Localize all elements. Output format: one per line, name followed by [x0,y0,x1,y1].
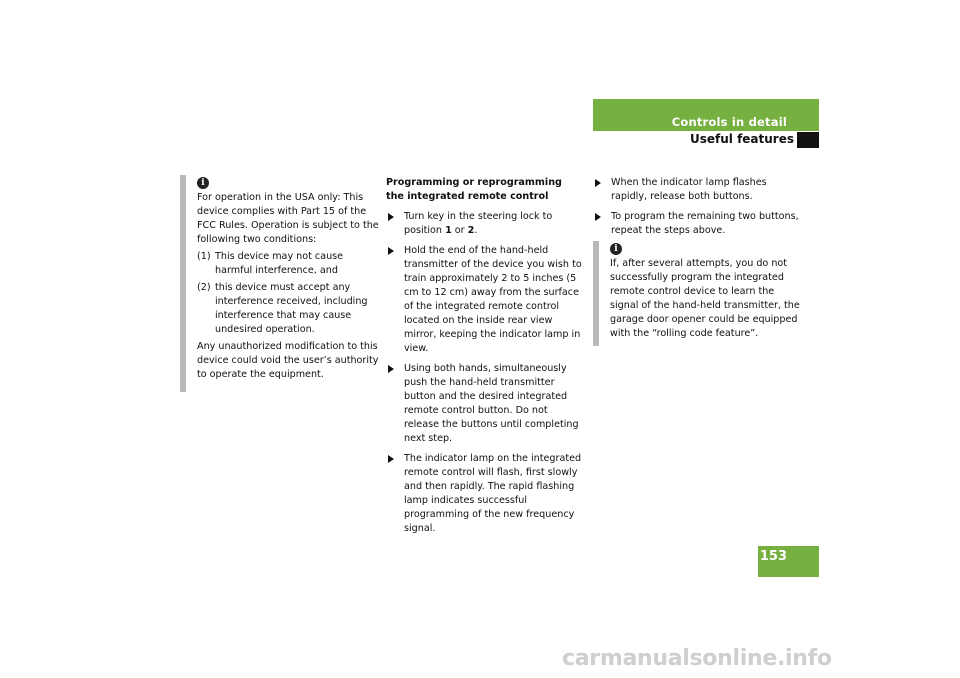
section-title: Controls in detail [671,115,787,129]
step-text: Using both hands, simultaneously push the hand-held transmitter button and the desired integrated remote control button. Do not release the buttons until completing next step. [404,363,579,444]
step-text: When the indicator lamp flashes rapidly, release both buttons. [611,177,767,202]
procedure-step [386,210,582,238]
fcc-intro: For operation in the USA only: This device complies with Part 15 of the FCC Rules. Operation is subject to the following two conditions: [197,192,379,245]
bullet-arrow-icon [388,365,394,373]
bullet-arrow-icon [388,213,394,221]
fcc-note [180,175,380,392]
step-text: To program the remaining two buttons, repeat the steps above. [611,211,799,236]
condition-text: This device may not cause harmful interference, and [215,251,344,276]
rolling-code-text: If, after several attempts, you do not successfully program the integrated remote control device to learn the signal of the hand-held transmitter, the garage door opener could be equipped with the “rolling code feature”. [610,258,800,339]
position-value: 1 [445,225,452,236]
rolling-code-note [593,241,803,346]
bullet-arrow-icon [595,179,601,187]
fcc-condition-1 [197,250,380,278]
fcc-condition-2 [197,281,380,337]
page-number-badge [758,546,819,577]
page-number: 153 [759,549,787,564]
condition-text: this device must accept any interference received, including interference that may cause undesired operation. [215,282,368,335]
procedure-heading: Programming or reprogramming the integrated remote control [386,177,562,202]
condition-number: (1) [197,251,211,262]
step-text: or [451,225,468,236]
subsection-title: Useful features [689,132,794,146]
bullet-arrow-icon [595,213,601,221]
step-text: . [474,225,478,236]
step-text: Hold the end of the hand-held transmitter of the device you wish to train approximately 2 to 5 inches (5 cm to 12 cm) away from the surface of the integrated remote control located on the inside rear view mirror, keeping the indicator lamp in view. [404,245,582,354]
fcc-closing: Any unauthorized modification to this device could void the user’s authority to operate the equipment. [197,341,379,380]
watermark: carmanualsonline.info [562,646,832,671]
subsection-marker [797,132,819,148]
procedure-step [386,244,582,356]
procedure-column [386,176,582,542]
procedure-step [593,210,803,238]
procedure-step [386,362,582,446]
procedure-continued-column [593,176,803,244]
section-header-bar [593,99,819,131]
bullet-arrow-icon [388,247,394,255]
condition-number: (2) [197,282,211,293]
position-value: 2 [467,225,475,236]
step-text: The indicator lamp on the integrated remote control will flash, first slowly and then rapidly. The rapid flashing lamp indicates successful programming of the new frequency signal. [404,453,582,534]
step-text: Turn key in the steering lock to position [404,211,553,236]
info-icon: i [197,177,209,189]
procedure-step [386,452,582,536]
info-icon: i [610,243,622,255]
bullet-arrow-icon [388,455,394,463]
procedure-step [593,176,803,204]
